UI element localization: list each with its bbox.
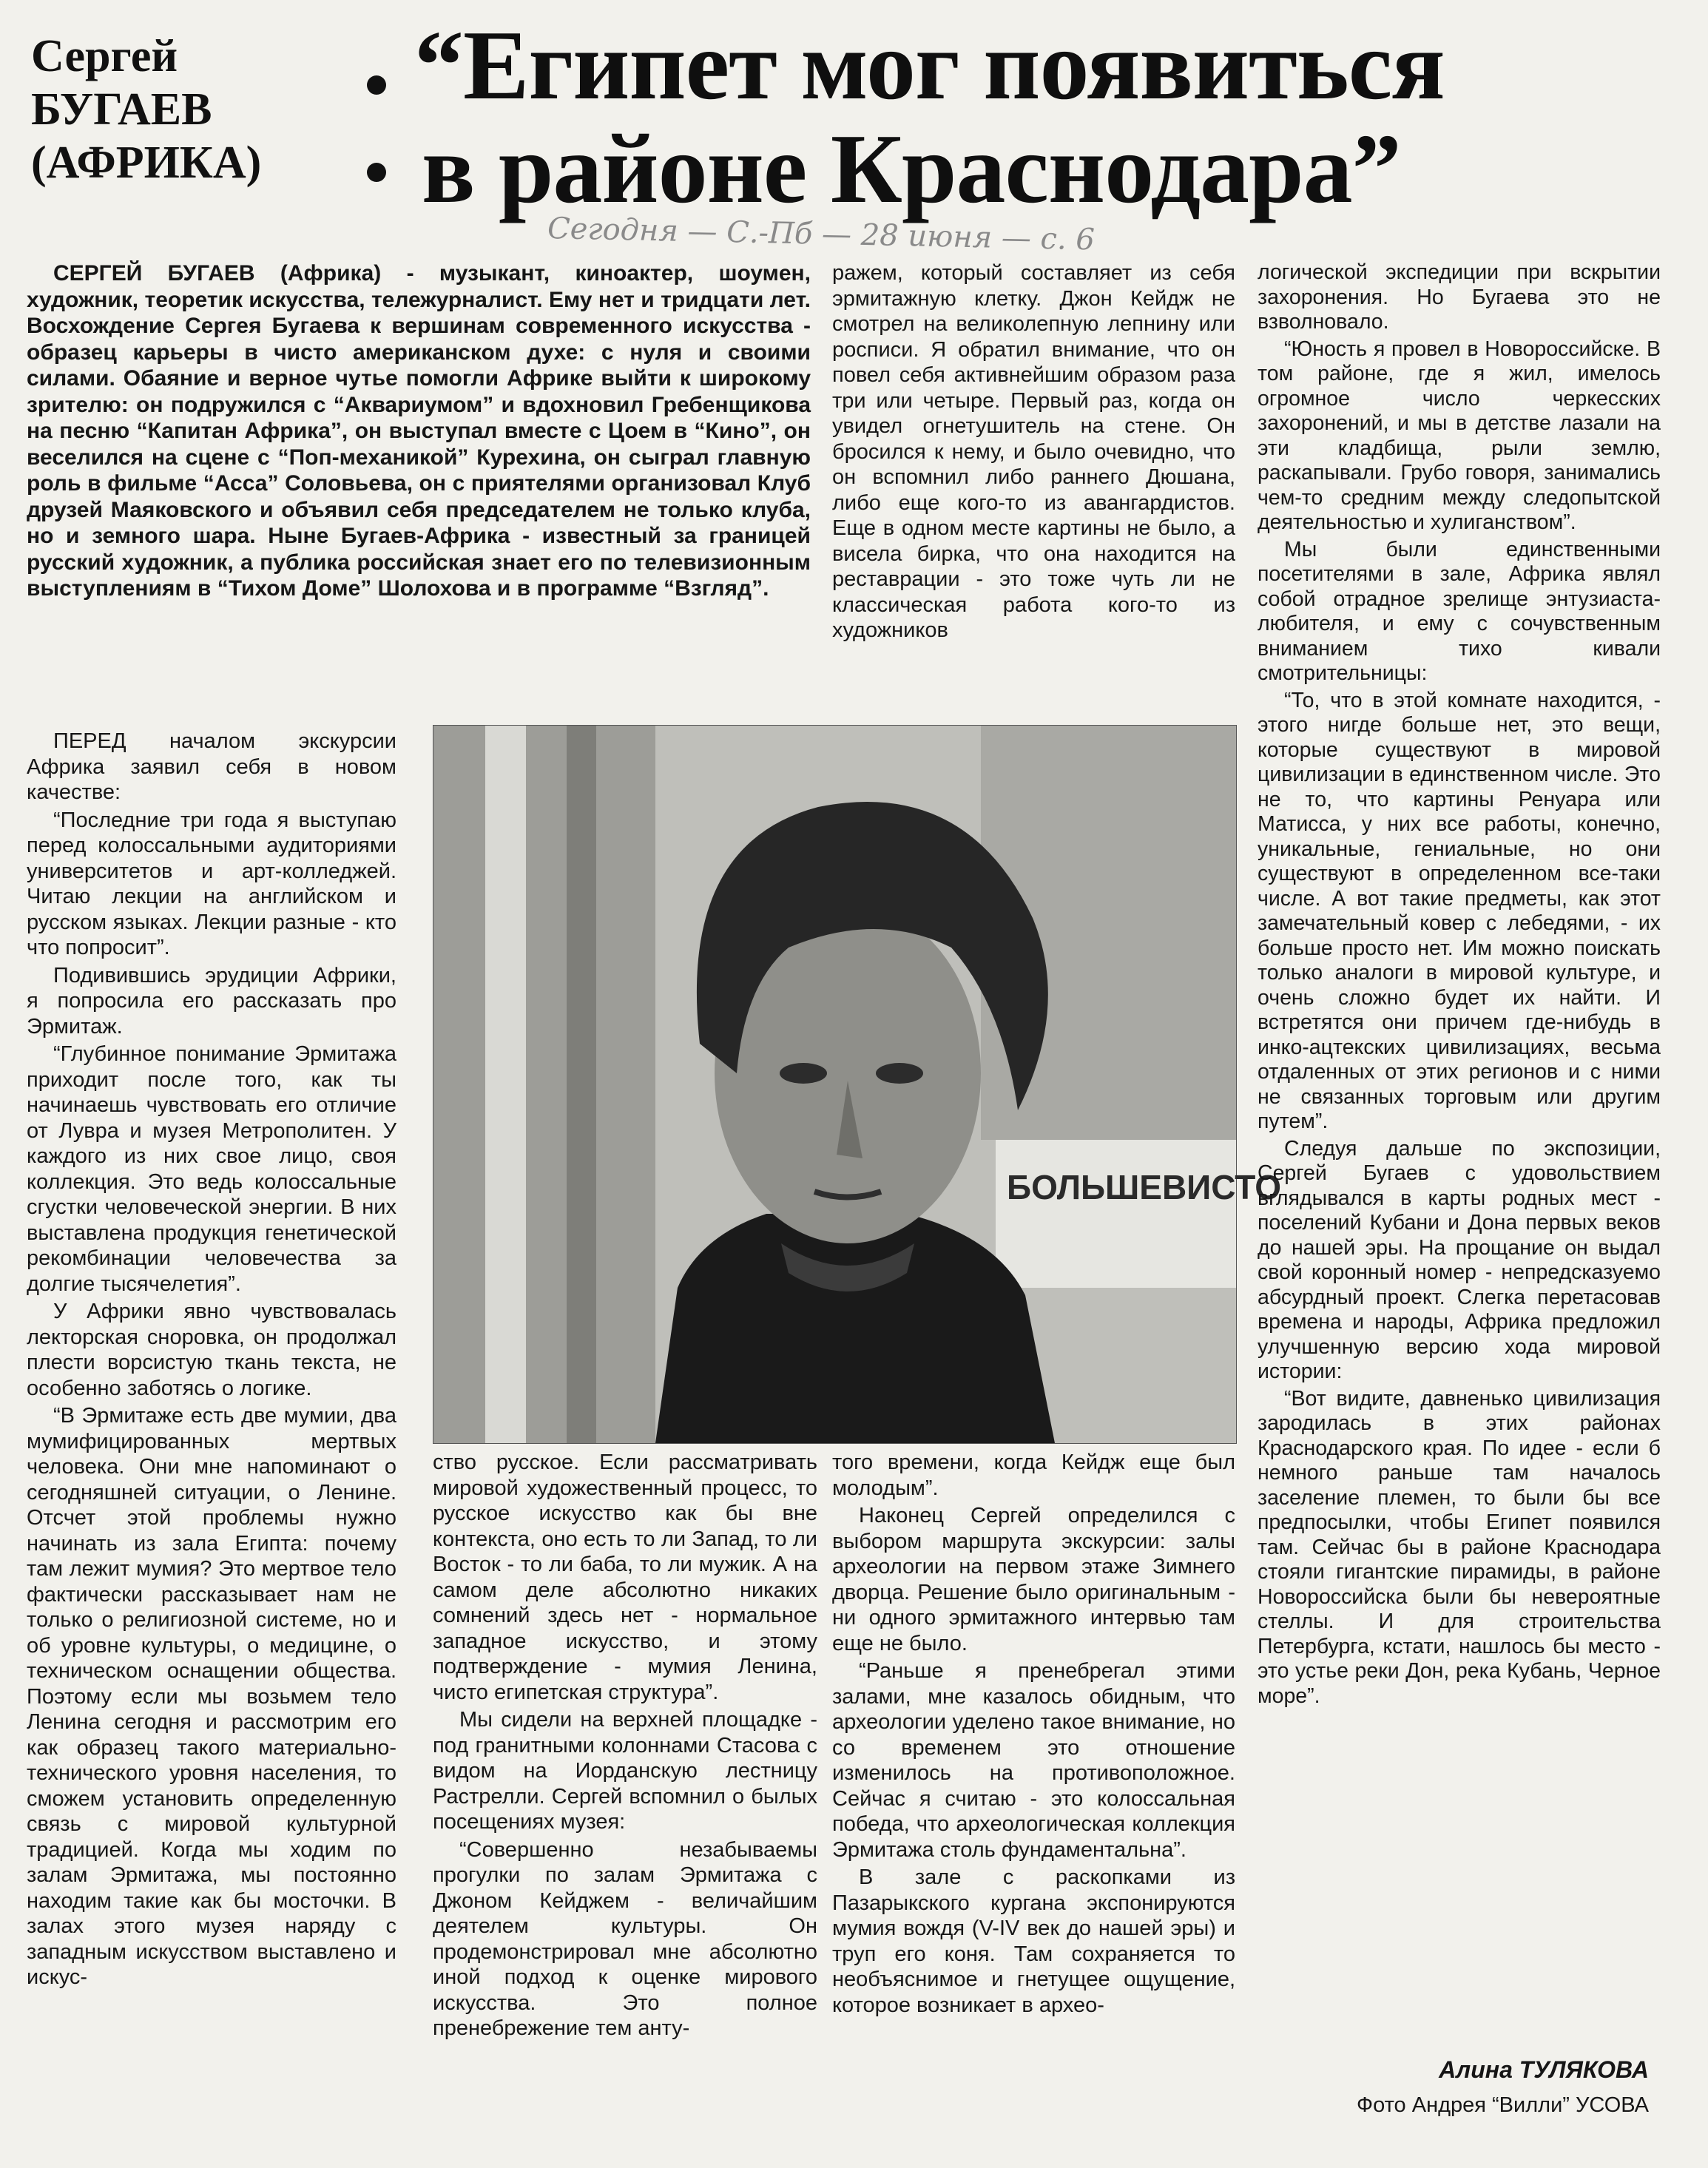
headline	[414, 10, 1687, 223]
lead-paragraph: СЕРГЕЙ БУГАЕВ (Африка) - музыкант, киноактер, шоумен, художник, теоретик искусства, тележурналист. Ему нет и тридцати лет. Восхождение Сергея Бугаева к вершинам современного искусства - образец карьеры в чисто американском духе: с нуля и своими силами. Обаяние и верное чутье помогли Африке выйти к широкому зрителю: он подружился с “Аквариумом” и вдохновил Гребенщикова на песню “Капитан Африка”, он выступал вместе с Цоем в “Кино”, он веселился на сцене с “Поп-механикой” Курехина, он сыграл главную роль в фильме “Асса” Соловьева, он с приятелями организовал Клуб друзей Маяковского и объявил себя председателем не только клуба, но и земного шара. Ныне Бугаев-Африка - известный за границей русский художник, а публика российская знает его по телевизионным выступлениям в “Тихом Доме” Шолохова и в программе “Взгляд”.	[27, 261, 811, 601]
paragraph: “Юность я провел в Новороссийске. В том районе, где я жил, имелось огромное число черкесских захоронений, и мы в детстве лазали на эти кладбища, рыли землю, раскапывали. Грубо говоря, занимались чем-то средним между следопытской деятельностью и хулиганством”.	[1258, 337, 1661, 534]
paragraph: “Последние три года я выступаю перед колоссальными аудиториями университетов и арт-колледжей. Читаю лекции на английском и русском языках. Лекции разные - кто что попросит”.	[27, 808, 396, 959]
paragraph: Подивившись эрудиции Африки, я попросила его рассказать про Эрмитаж.	[27, 963, 396, 1039]
paragraph: “То, что в этой комнате находится, - этого нигде больше нет, это вещи, которые существуют в мировой цивилизации в единственном числе. Это не то, что картины Ренуара или Матисса, у них все работы, конечно, уникальные, гениальные, но они существуют в определенном все-таки числе. А вот такие предметы, как этот замечательный ковер с лебедями, - их больше просто нет. Им можно поискать только аналоги в мировой культуре, и очень сложно будет их найти. И встретятся они причем где-нибудь в инко-ацтекских цивилизациях, весьма отдаленных от этих регионов и с ними не связанных торговым или другим путем”.	[1258, 688, 1661, 1133]
bullet-dot	[367, 163, 386, 182]
paragraph: Мы были единственными посетителями в зале, Африка являл собой отрадное зрелище энтузиаста-любителя, и ему с сочувственным вниманием тихо кивали смотрительницы:	[1258, 537, 1661, 685]
portrait-image	[433, 726, 1282, 1443]
author-signature: Алина ТУЛЯКОВА	[1439, 2056, 1649, 2083]
column-3-bottom	[832, 1450, 1235, 2020]
paragraph: ство русское. Если рассматривать мировой художественный процесс, то русское искусство как бы вне контекста, оно есть то ли Запад, то ли Восток - то ли баба, то ли мужик. А на самом деле абсолютно никаких сомнений здесь нет - нормальное западное искусство, и этому подтверждение - мумия Ленина, чисто египетская структура”.	[433, 1451, 817, 1704]
paragraph: ПЕРЕД началом экскурсии Африка заявил себя в новом качестве:	[27, 729, 396, 804]
photo-sign-text: БОЛЬШЕВИСТО	[1007, 1168, 1282, 1206]
paragraph: “Совершенно незабываемы прогулки по залам Эрмитажа с Джоном Кейджем - величайшим деятелем культуры. Он продемонстрировал мне абсолютно иной подход к оценке мирового искусства. Это полное пренебрежение тем анту-	[433, 1837, 817, 2040]
byline-last-name: БУГАЕВ	[31, 84, 212, 135]
byline-first-name: Сергей	[31, 31, 178, 81]
column-2-bottom	[433, 1450, 817, 2044]
author-byline	[31, 30, 349, 189]
column-1	[27, 729, 396, 1993]
byline-nickname: (АФРИКА)	[31, 138, 262, 188]
portrait-photo	[433, 725, 1282, 1444]
paragraph: У Африки явно чувствовалась лекторская сноровка, он продолжал плести ворсистую ткань текста, не особенно заботясь о логике.	[27, 1300, 396, 1400]
paragraph: Следуя дальше по экспозиции, Сергей Бугаев с удовольствием вглядывался в карты родных мест - поселений Кубани и Дона первых веков до нашей эры. На прощание он выдал свой коронный номер - непредсказуемо абсурдный проект. Слегка перетасовав времена и народы, Африка предложил улучшенную версию хода мировой истории:	[1258, 1136, 1661, 1383]
paragraph: Мы сидели на верхней площадке - под гранитными колоннами Стасова с видом на Иорданскую лестницу Растрелли. Сергей вспомнил о былых посещениях музея:	[433, 1708, 817, 1834]
column-2-top	[832, 260, 1235, 646]
paragraph: Наконец Сергей определился с выбором маршрута экскурсии: залы археологии на первом этаже Зимнего дворца. Решение было оригинальным - ни одного эрмитажного интервью там еще не было.	[832, 1504, 1235, 1655]
bullet-dot	[367, 75, 386, 95]
paragraph: “Глубинное понимание Эрмитажа приходит после того, как ты начинаешь чувствовать его отличие от Лувра и музея Метрополитен. У каждого из них свое лицо, своя коллекция. Это ведь колоссальные сгустки человеческой энергии. В них выставлена продукция генетической рекомбинации человечества за долгие тысячелетия”.	[27, 1042, 396, 1296]
paragraph: ражем, который составляет из себя эрмитажную клетку. Джон Кейдж не смотрел на великолепную лепнину или росписи. Я обратил внимание, что он повел себя активнейшим образом раза три или четыре. Первый раз, когда он увидел огнетушитель на стене. Он бросился к нему, и было очевидно, что он вспомнил либо раннего Дюшана, либо еще кого-то из авангардистов. Еще в одном месте картины не было, а висела бирка, что она находится на реставрации - это тоже чуть ли не классическая работа кого-то из художников	[832, 261, 1235, 642]
paragraph: “В Эрмитаже есть две мумии, два мумифицированных мертвых человека. Они мне напоминают о сегодняшней ситуации, о Ленине. Отсчет этой проблемы нужно начинать из зала Египта: почему там лежит мумия? Это мертвое тело фактически рассказывает нам не только о религиозной системе, но и об уровне культуры, о медицине, о техническом оснащении общества. Поэтому если мы возьмем тело Ленина сегодня и рассмотрим его как образец такого материально-технического уровня населения, то сможем установить определенную связь с мировой культурной традицией. Когда мы ходим по залам Эрмитажа, мы постоянно находим такие как бы мосточки. В залах этого музея наряду с западным искусством выставлено и искус-	[27, 1404, 396, 1989]
handwritten-note: Сегодня — С.-Пб — 28 июня — с. 6	[547, 211, 1096, 257]
paragraph: “Раньше я пренебрегал этими залами, мне казалось обидным, что археологии уделено такое внимание, но со временем это отношение изменилось на противоположное. Сейчас я считаю - это колоссальная победа, что археологическая коллекция Эрмитажа столь фундаментальна”.	[832, 1659, 1235, 1862]
paragraph: того времени, когда Кейдж еще был молодым”.	[832, 1451, 1235, 1500]
paragraph: “Вот видите, давненько цивилизация зародилась в этих районах Краснодарского края. По идее - если б немного раньше там началось заселение племен, то были бы все предпосылки, чтобы Египет появился там. Сейчас бы в районе Краснодара стояли гигантские пирамиды, в районе Новороссийска были бы невероятные стеллы. И для строительства Петербурга, кстати, нашлось бы место - это устье реки Дон, река Кубань, Черное море”.	[1258, 1386, 1661, 1708]
headline-line-2: в районе Краснодара”	[422, 114, 1401, 223]
headline-bullets	[354, 44, 398, 192]
headline-line-1: “Египет мог появиться	[414, 10, 1445, 120]
paragraph: В зале с раскопками из Пазарыкского кургана экспонируются мумия вождя (V-IV век до нашей эры) и труп его коня. Там сохраняется то необъяснимое и гнетущее ощущение, которое возникает в архео-	[832, 1865, 1235, 2017]
paragraph: логической экспедиции при вскрытии захоронения. Но Бугаева это не взволновало.	[1258, 260, 1661, 334]
photo-credit: Фото Андрея “Вилли” УСОВА	[1357, 2093, 1649, 2117]
column-4	[1258, 260, 1661, 1711]
